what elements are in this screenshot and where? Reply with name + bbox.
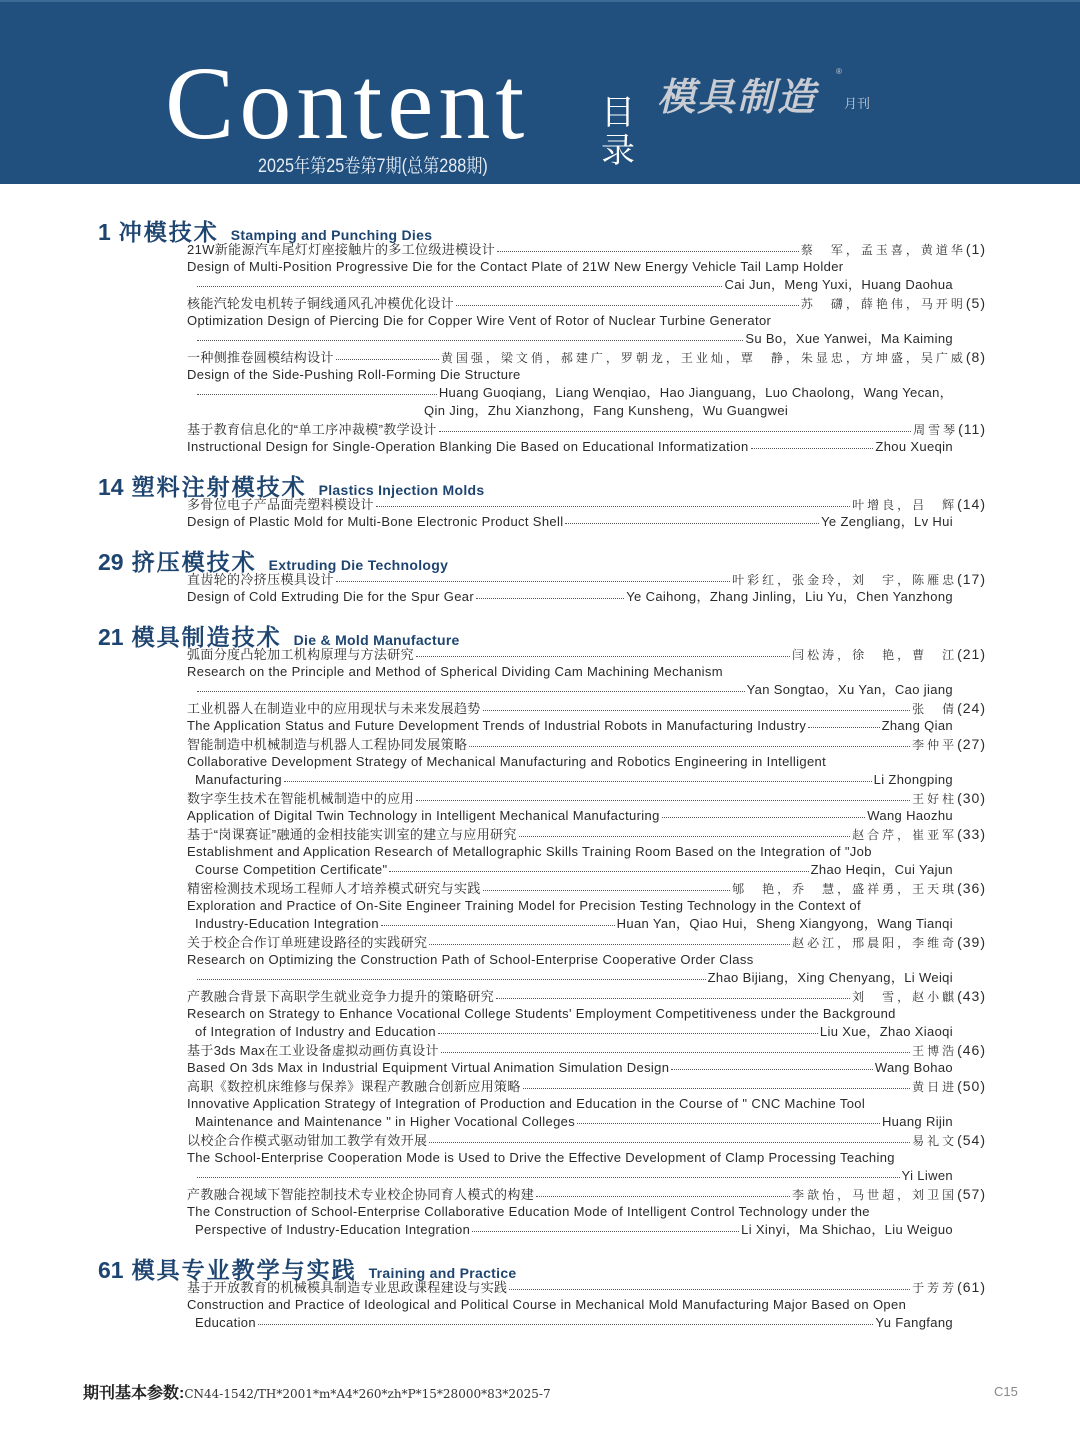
article-title-en: Instructional Design for Single-Operation Blanking Die Based on Educational Informatization <box>187 439 749 454</box>
article-title-cn[interactable]: 弧面分度凸轮加工机构原理与方法研究 <box>187 647 414 662</box>
entry-cn-line[interactable] <box>0 933 986 951</box>
article-title-cn[interactable]: 基于教育信息化的“单工序冲裁模”教学设计 <box>187 422 437 437</box>
authors-cn: 苏 礴，薛艳伟，马开明 <box>800 297 966 311</box>
article-page: ( 8 ) <box>966 348 986 366</box>
article-page: ( 43 ) <box>957 987 986 1005</box>
dot-leader <box>376 506 850 507</box>
section-page: 21 <box>98 624 124 650</box>
article-title-en: Innovative Application Strategy of Integration of Production and Education in the Course of " CNC Machine Tool <box>187 1096 866 1111</box>
entry-en-line <box>0 1296 953 1314</box>
entry-en-line <box>0 1113 953 1131</box>
authors-cn: 王博浩 <box>912 1044 958 1058</box>
authors-en: Cai Jun，Meng Yuxi，Huang Daohua <box>724 277 953 292</box>
article-title-en: Construction and Practice of Ideological and Political Course in Mechanical Mold Manufacturing Major Based on Open <box>187 1297 907 1312</box>
table-of-contents <box>0 214 1080 1332</box>
dot-leader <box>416 800 910 801</box>
authors-en: Zhao Heqin，Cui Yajun <box>810 862 953 877</box>
article-title-en: The Construction of School-Enterprise Collaborative Education Mode of Intelligent Control Technology under the <box>187 1204 870 1219</box>
dot-leader <box>497 251 799 252</box>
dot-leader <box>429 1142 910 1143</box>
authors-cn: 叶彩红，张金玲，刘 宇，陈雁忠 <box>732 573 958 587</box>
journal-logo: 模具制造 <box>657 74 818 119</box>
article-title-en: The Application Status and Future Development Trends of Industrial Robots in Manufacturing Industry <box>187 718 807 733</box>
article-title-cn[interactable]: 21W新能源汽车尾灯灯座接触片的多工位级进模设计 <box>187 242 496 257</box>
dot-leader <box>336 581 730 582</box>
article-page: ( 61 ) <box>957 1278 986 1296</box>
authors-cn: 赵合芹，崔亚军 <box>852 828 958 842</box>
article-page: ( 27 ) <box>957 735 986 753</box>
dot-leader <box>483 710 910 711</box>
entry-en-line <box>0 663 953 681</box>
entry-en-line <box>0 1005 953 1023</box>
entry-en-line <box>0 513 953 531</box>
section-title-en: Stamping and Punching Dies <box>230 227 433 243</box>
authors-cn: 郇 艳，乔 慧，盛祥勇，王天琪 <box>732 882 958 896</box>
section-page: 14 <box>98 474 124 500</box>
section-title-en: Die & Mold Manufacture <box>293 632 460 648</box>
authors-en: Li Xinyi，Ma Shichao，Liu Weiguo <box>741 1222 953 1237</box>
authors-en: Huang Rijin <box>881 1114 953 1129</box>
entry-en-line <box>0 1095 953 1113</box>
authors-cn: 闫松涛，徐 艳，曹 江 <box>792 648 958 662</box>
dot-leader <box>496 998 850 999</box>
entry-cn-line[interactable] <box>0 1077 986 1095</box>
article-page: ( 14 ) <box>957 495 986 513</box>
authors-cn: 刘 雪，赵小麒 <box>852 990 958 1004</box>
article-title-cn[interactable]: 基于“岗课赛证”融通的金相技能实训室的建立与应用研究 <box>187 827 517 842</box>
entry-cn-line[interactable] <box>0 879 986 897</box>
article-title-en: Application of Digital Twin Technology in Intelligent Mechanical Manufacturing <box>187 808 660 823</box>
section-page: 61 <box>98 1257 124 1283</box>
entry-cn-line[interactable] <box>0 987 986 1005</box>
dot-leader <box>476 598 624 599</box>
issue-info: 2025年第25卷第7期(总第288期) <box>258 156 488 177</box>
entry-cn-line[interactable] <box>0 1131 986 1149</box>
article-title-cn[interactable]: 产教融合视域下智能控制技术专业校企协同育人模式的构建 <box>187 1187 535 1202</box>
section-title-cn: 冲模技术 <box>118 219 219 245</box>
section-title-cn: 挤压模技术 <box>131 549 257 575</box>
section-title-en: Extruding Die Technology <box>268 557 449 573</box>
article-page: ( 1 ) <box>966 240 986 258</box>
page-title: Content <box>165 46 530 161</box>
toc-entry[interactable] <box>0 645 1080 699</box>
title-cn-2: 录 <box>601 132 635 170</box>
article-title-cn[interactable]: 直齿轮的冷挤压模具设计 <box>187 572 334 587</box>
article-title-cn[interactable]: 数字孪生技术在智能机械制造中的应用 <box>187 791 414 806</box>
parameters-value: CN44-1542/TH*2001*m*A4*260*zh*P*15*28000*83*2025-7 <box>184 1387 551 1401</box>
dot-leader <box>441 1052 910 1053</box>
dot-leader <box>509 1289 910 1290</box>
authors-en: Yu Fangfang <box>875 1315 953 1330</box>
dot-leader <box>197 979 706 980</box>
toc-entry[interactable] <box>0 987 1080 1041</box>
entry-en-line <box>0 969 953 987</box>
toc-entry[interactable] <box>0 1077 1080 1131</box>
authors-en: Liu Xue，Zhao Xiaoqi <box>819 1024 953 1039</box>
entry-en-line <box>0 753 953 771</box>
article-page: ( 17 ) <box>957 570 986 588</box>
authors-en: Zhang Qian <box>881 718 953 733</box>
article-title-en: Education <box>195 1315 256 1330</box>
authors-cn: 黄日进 <box>912 1080 958 1094</box>
article-title-en: Manufacturing <box>195 772 282 787</box>
authors-en: Wang Bohao <box>874 1060 953 1075</box>
entry-en-line <box>0 807 953 825</box>
article-page: ( 50 ) <box>957 1077 986 1095</box>
article-title-cn[interactable]: 关于校企合作订单班建设路径的实践研究 <box>187 935 428 950</box>
article-title-en: Design of Cold Extruding Die for the Spur Gear <box>187 589 475 604</box>
entry-en-line <box>0 771 953 789</box>
dot-leader <box>284 781 872 782</box>
toc-entry[interactable] <box>0 420 1080 456</box>
article-title-cn[interactable]: 产教融合背景下高职学生就业竞争力提升的策略研究 <box>187 989 495 1004</box>
article-page: ( 39 ) <box>957 933 986 951</box>
authors-cn: 李歆怡，马世超，刘卫国 <box>792 1188 958 1202</box>
title-cn-1: 目 <box>601 94 635 132</box>
article-page: ( 36 ) <box>957 879 986 897</box>
article-title-en: Course Competition Certificate" <box>195 862 388 877</box>
authors-en-cont: Qin Jing，Zhu Xianzhong，Fang Kunsheng，Wu Guangwei <box>424 403 789 418</box>
authors-cn: 赵必江，邢晨阳，李维奇 <box>792 936 958 950</box>
article-title-en: Industry-Education Integration <box>195 916 379 931</box>
article-page: ( 11 ) <box>958 420 986 438</box>
article-title-en: Establishment and Application Research of Metallographic Skills Training Room Based on the Integration of "Job <box>187 844 872 859</box>
registered-mark: ® <box>836 67 842 76</box>
dot-leader <box>519 836 850 837</box>
authors-en: Yi Liwen <box>901 1168 953 1183</box>
authors-cn: 张 倩 <box>912 702 958 716</box>
dot-leader <box>197 691 745 692</box>
section-heading <box>0 544 1080 575</box>
entry-en-line <box>0 312 953 330</box>
article-title-en: Design of Plastic Mold for Multi-Bone Electronic Product Shell <box>187 514 564 529</box>
toc-entry[interactable] <box>0 879 1080 933</box>
journal-parameters <box>83 1380 551 1403</box>
parameters-label: 期刊基本参数: <box>83 1385 185 1402</box>
entry-en-line <box>0 1023 953 1041</box>
article-page: ( 24 ) <box>957 699 986 717</box>
dot-leader <box>565 523 819 524</box>
authors-en: Ye Zengliang，Lv Hui <box>821 514 953 529</box>
article-title-cn[interactable]: 多骨位电子产品面壳塑料模设计 <box>187 497 374 512</box>
authors-en: Wang Haozhu <box>867 808 953 823</box>
article-title-en: of Integration of Industry and Education <box>195 1024 436 1039</box>
section-title-en: Plastics Injection Molds <box>318 482 485 498</box>
dot-leader <box>439 431 911 432</box>
title-cn <box>598 94 638 170</box>
dot-leader <box>197 394 437 395</box>
article-title-cn[interactable]: 高职《数控机床维修与保养》课程产教融合创新应用策略 <box>187 1079 521 1094</box>
toc-entry[interactable] <box>0 1131 1080 1185</box>
authors-cn: 周雪琴 <box>913 423 959 437</box>
section-page: 1 <box>98 219 111 245</box>
dot-leader <box>472 1231 739 1232</box>
authors-en: Huan Yan，Qiao Hui，Sheng Xiangyong，Wang Tianqi <box>616 916 953 931</box>
page-number: C15 <box>994 1384 1018 1399</box>
article-title-en: Maintenance and Maintenance " in Higher Vocational Colleges <box>195 1114 576 1129</box>
entry-en-line <box>0 276 953 294</box>
dot-leader <box>671 1069 872 1070</box>
toc-entry[interactable] <box>0 735 1080 789</box>
toc-entry[interactable] <box>0 348 1080 420</box>
article-page: ( 30 ) <box>957 789 986 807</box>
section-title-cn: 塑料注射模技术 <box>131 474 307 500</box>
dot-leader <box>336 359 439 360</box>
authors-cn: 易礼文 <box>912 1134 958 1148</box>
entry-en-line <box>0 1221 953 1239</box>
article-page: ( 33 ) <box>957 825 986 843</box>
dot-leader <box>456 305 799 306</box>
article-title-en: Perspective of Industry-Education Integration <box>195 1222 471 1237</box>
entry-en-line <box>0 1203 953 1221</box>
dot-leader <box>197 340 743 341</box>
authors-en: Li Zhongping <box>873 772 953 787</box>
authors-en: Yan Songtao，Xu Yan，Cao jiang <box>746 682 953 697</box>
entry-cn-line[interactable] <box>0 1185 986 1203</box>
entry-en-line <box>0 588 953 606</box>
entry-en-line <box>0 681 953 699</box>
entry-en-line <box>0 1149 953 1167</box>
article-title-en: Design of Multi-Position Progressive Die for the Contact Plate of 21W New Energy Vehicle Tail Lamp Holder <box>187 259 844 274</box>
article-title-cn[interactable]: 核能汽轮发电机转子铜线通风孔冲模优化设计 <box>187 296 455 311</box>
entry-en-line <box>0 915 953 933</box>
dot-leader <box>381 925 615 926</box>
toc-entry[interactable] <box>0 699 1080 735</box>
section-title-en: Training and Practice <box>368 1265 517 1281</box>
article-title-cn[interactable]: 一种侧推卷圆模结构设计 <box>187 350 334 365</box>
entry-en-line <box>0 897 953 915</box>
header-banner <box>0 0 1080 184</box>
toc-entry[interactable] <box>0 933 1080 987</box>
article-page: ( 57 ) <box>957 1185 986 1203</box>
entry-en-line <box>0 366 953 384</box>
article-title-en: Collaborative Development Strategy of Mechanical Manufacturing and Robotics Engineering in Intelligent <box>187 754 827 769</box>
dot-leader <box>483 890 730 891</box>
dot-leader <box>438 1033 818 1034</box>
entry-en-line <box>0 384 953 402</box>
article-title-en: Research on the Principle and Method of Spherical Dividing Cam Machining Mechanism <box>187 664 723 679</box>
toc-entry[interactable] <box>0 825 1080 879</box>
dot-leader <box>662 817 866 818</box>
entry-cn-line[interactable] <box>0 348 986 366</box>
article-title-en: Optimization Design of Piercing Die for Copper Wire Vent of Rotor of Nuclear Turbine Generator <box>187 313 772 328</box>
article-page: ( 21 ) <box>957 645 986 663</box>
section-heading <box>0 1252 1080 1283</box>
toc-entry[interactable] <box>0 1185 1080 1239</box>
dot-leader <box>523 1088 910 1089</box>
entry-cn-line[interactable] <box>0 420 986 438</box>
authors-cn: 李仲平 <box>912 738 958 752</box>
entry-cn-line[interactable] <box>0 294 986 312</box>
entry-en-line <box>0 258 953 276</box>
article-title-cn[interactable]: 精密检测技术现场工程师人才培养模式研究与实践 <box>187 881 481 896</box>
authors-cn: 叶增良，吕 辉 <box>852 498 958 512</box>
article-title-en: Research on Strategy to Enhance Vocational College Students' Employment Competitiveness under the Background <box>187 1006 896 1021</box>
authors-en: Huang Guoqiang，Liang Wenqiao，Hao Jianguang，Luo Chaolong，Wang Yecan， <box>438 385 953 400</box>
dot-leader <box>536 1196 790 1197</box>
article-title-en: The School-Enterprise Cooperation Mode is Used to Drive the Effective Development of Clamp Processing Teaching <box>187 1150 895 1165</box>
dot-leader <box>429 944 790 945</box>
section-heading <box>0 619 1080 650</box>
entry-en-line <box>0 717 953 735</box>
article-title-cn[interactable]: 智能制造中机械制造与机器人工程协同发展策略 <box>187 737 468 752</box>
dot-leader <box>577 1123 880 1124</box>
dot-leader <box>197 286 722 287</box>
toc-entry[interactable] <box>0 1041 1080 1077</box>
journal-frequency: 月刊 <box>844 96 871 111</box>
entry-en-line <box>0 330 953 348</box>
article-page: ( 54 ) <box>957 1131 986 1149</box>
toc-entry[interactable] <box>0 294 1080 348</box>
section-heading <box>0 214 1080 245</box>
section-page: 29 <box>98 549 124 575</box>
entry-en-line <box>0 1167 953 1185</box>
authors-en: Zhou Xueqin <box>875 439 953 454</box>
toc-entry[interactable] <box>0 789 1080 825</box>
entry-cn-line[interactable] <box>0 735 986 753</box>
toc-entry[interactable] <box>0 1278 1080 1332</box>
authors-cn: 于芳芳 <box>912 1281 958 1295</box>
entry-cn-line[interactable] <box>0 825 986 843</box>
entry-en-line <box>0 843 953 861</box>
entry-cn-line[interactable] <box>0 1041 986 1059</box>
section-heading <box>0 469 1080 500</box>
entry-cn-line[interactable] <box>0 699 986 717</box>
dot-leader <box>416 656 790 657</box>
article-page: ( 5 ) <box>966 294 986 312</box>
entry-en-line <box>0 438 953 456</box>
entry-en-line <box>0 951 953 969</box>
article-title-cn[interactable]: 基于开放教育的机械模具制造专业思政课程建设与实践 <box>187 1280 508 1295</box>
article-page: ( 46 ) <box>957 1041 986 1059</box>
article-title-en: Based On 3ds Max in Industrial Equipment Virtual Animation Simulation Design <box>187 1060 670 1075</box>
toc-entry[interactable] <box>0 240 1080 294</box>
entry-en-line <box>0 861 953 879</box>
authors-cn: 蔡 军，孟玉喜，黄道华 <box>800 243 966 257</box>
article-title-en: Research on Optimizing the Construction Path of School-Enterprise Cooperative Order Class <box>187 952 754 967</box>
authors-cn: 王好柱 <box>912 792 958 806</box>
dot-leader <box>258 1324 873 1325</box>
article-title-cn[interactable]: 工业机器人在制造业中的应用现状与未来发展趋势 <box>187 701 481 716</box>
authors-cn: 黄国强，梁文俏，郝建广，罗朝龙，王业灿，覃 静，朱显忠，方坤盛，吴广威 <box>440 351 966 365</box>
article-title-cn[interactable]: 以校企合作模式驱动钳加工教学有效开展 <box>187 1133 428 1148</box>
entry-en-line <box>0 402 953 420</box>
entry-cn-line[interactable] <box>0 789 986 807</box>
section-title-cn: 模具专业教学与实践 <box>131 1257 357 1283</box>
article-title-cn[interactable]: 基于3ds Max在工业设备虚拟动画仿真设计 <box>187 1043 439 1058</box>
dot-leader <box>197 1177 900 1178</box>
article-title-en: Exploration and Practice of On-Site Engineer Training Model for Precision Testing Technology in the Context of <box>187 898 861 913</box>
entry-en-line <box>0 1314 953 1332</box>
entry-en-line <box>0 1059 953 1077</box>
dot-leader <box>469 746 910 747</box>
dot-leader <box>389 871 808 872</box>
authors-en: Zhao Bijiang，Xing Chenyang，Li Weiqi <box>707 970 953 985</box>
authors-en: Ye Caihong，Zhang Jinling，Liu Yu，Chen Yanzhong <box>626 589 953 604</box>
article-title-en: Design of the Side-Pushing Roll-Forming Die Structure <box>187 367 521 382</box>
dot-leader <box>808 727 879 728</box>
section-title-cn: 模具制造技术 <box>131 624 282 650</box>
dot-leader <box>751 448 874 449</box>
authors-en: Su Bo，Xue Yanwei，Ma Kaiming <box>745 331 953 346</box>
